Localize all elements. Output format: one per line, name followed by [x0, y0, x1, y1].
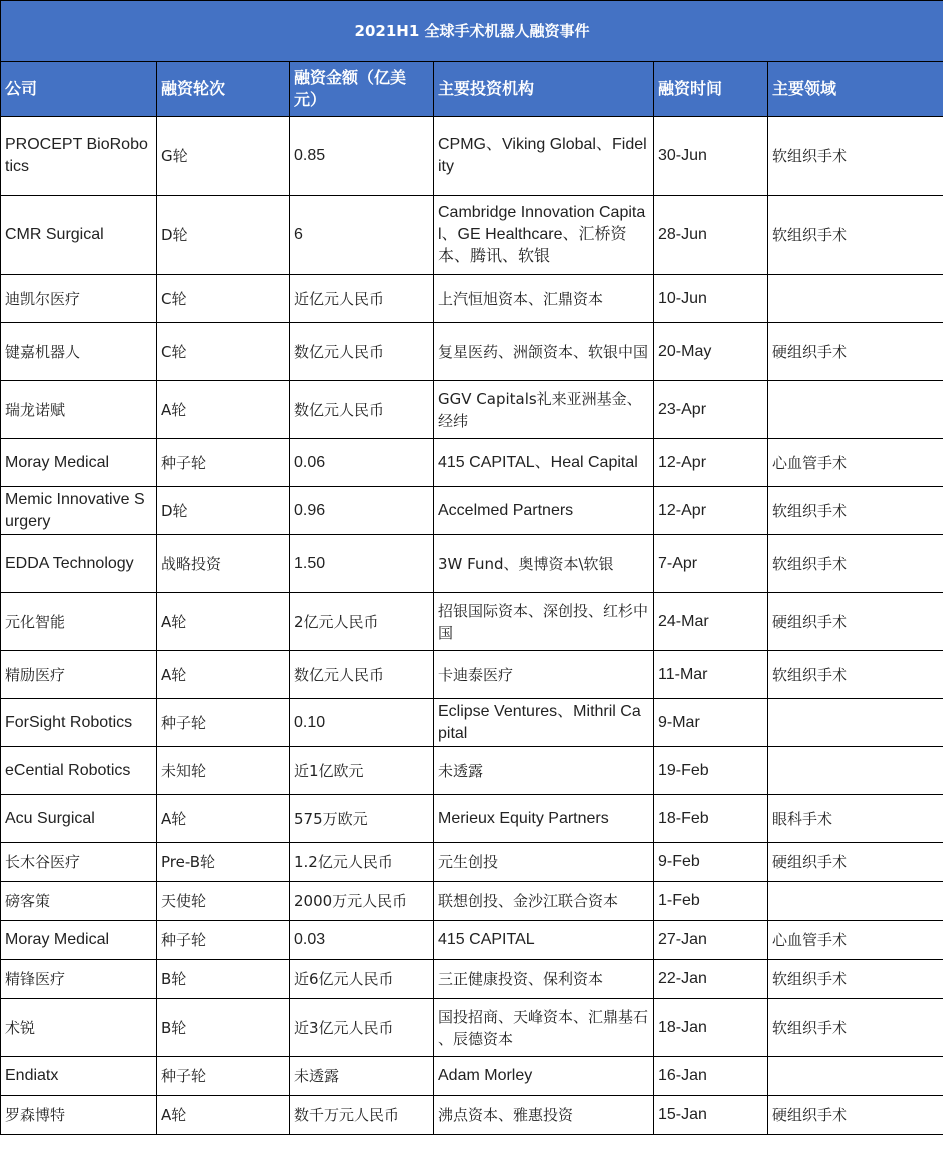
table-row [1, 843, 943, 882]
investors-cell: 三正健康投资、保利资本 [434, 960, 654, 999]
table-row [1, 196, 943, 275]
round-cell: D轮 [157, 196, 290, 275]
company-cell: 瑞龙诺赋 [1, 381, 157, 439]
field-cell: 眼科手术 [768, 795, 943, 843]
round-cell: 天使轮 [157, 882, 290, 921]
table-row [1, 1057, 943, 1096]
table-row [1, 1096, 943, 1135]
amount-cell: 2000万元人民币 [290, 882, 434, 921]
investors-cell: 国投招商、天峰资本、汇鼎基石 、辰德资本 [434, 999, 654, 1057]
company-cell: CMR Surgical [1, 196, 157, 275]
date-cell: 15-Jan [654, 1096, 768, 1135]
field-cell [768, 747, 943, 795]
company-cell: 磅客策 [1, 882, 157, 921]
title-row [1, 1, 943, 62]
table-row [1, 487, 943, 535]
investors-cell: Adam Morley [434, 1057, 654, 1096]
amount-cell: 1.2亿元人民币 [290, 843, 434, 882]
investors-cell: 沸点资本、雅惠投资 [434, 1096, 654, 1135]
amount-cell: 数千万元人民币 [290, 1096, 434, 1135]
date-cell: 18-Feb [654, 795, 768, 843]
investors-cell: 未透露 [434, 747, 654, 795]
investors-cell: Cambridge Innovation Capital、GE Healthcare、汇桥资本、腾讯、软银 [434, 196, 654, 275]
field-cell: 硬组织手术 [768, 593, 943, 651]
round-cell: 战略投资 [157, 535, 290, 593]
header-amount: 融资金额（亿美元） [290, 62, 434, 117]
date-cell: 12-Apr [654, 439, 768, 487]
date-cell: 1-Feb [654, 882, 768, 921]
field-cell: 硬组织手术 [768, 1096, 943, 1135]
field-cell [768, 275, 943, 323]
table-row [1, 439, 943, 487]
company-cell: eCential Robotics [1, 747, 157, 795]
investors-cell: 元生创投 [434, 843, 654, 882]
company-cell: Acu Surgical [1, 795, 157, 843]
amount-cell: 未透露 [290, 1057, 434, 1096]
header-company: 公司 [1, 62, 157, 117]
field-cell: 硬组织手术 [768, 323, 943, 381]
table-title: 2021H1 全球手术机器人融资事件 [1, 1, 943, 62]
company-cell: Endiatx [1, 1057, 157, 1096]
investors-cell: 复星医药、洲颌资本、软银中国 [434, 323, 654, 381]
round-cell: C轮 [157, 275, 290, 323]
date-cell: 27-Jan [654, 921, 768, 960]
date-cell: 11-Mar [654, 651, 768, 699]
header-date: 融资时间 [654, 62, 768, 117]
company-cell: 迪凯尔医疗 [1, 275, 157, 323]
company-cell: 罗森博特 [1, 1096, 157, 1135]
table-row [1, 699, 943, 747]
amount-cell: 数亿元人民币 [290, 651, 434, 699]
amount-cell: 0.03 [290, 921, 434, 960]
date-cell: 24-Mar [654, 593, 768, 651]
date-cell: 16-Jan [654, 1057, 768, 1096]
date-cell: 20-May [654, 323, 768, 381]
date-cell: 23-Apr [654, 381, 768, 439]
amount-cell: 近亿元人民币 [290, 275, 434, 323]
table-row [1, 747, 943, 795]
company-cell: Moray Medical [1, 921, 157, 960]
date-cell: 18-Jan [654, 999, 768, 1057]
investors-cell: Accelmed Partners [434, 487, 654, 535]
field-cell: 硬组织手术 [768, 843, 943, 882]
round-cell: 种子轮 [157, 439, 290, 487]
investors-cell: 招银国际资本、深创投、红杉中国 [434, 593, 654, 651]
header-investors: 主要投资机构 [434, 62, 654, 117]
amount-cell: 近6亿元人民币 [290, 960, 434, 999]
date-cell: 22-Jan [654, 960, 768, 999]
round-cell: A轮 [157, 795, 290, 843]
investors-cell: 联想创投、金沙江联合资本 [434, 882, 654, 921]
table-row [1, 323, 943, 381]
field-cell: 软组织手术 [768, 117, 943, 196]
table-row [1, 921, 943, 960]
company-cell: Moray Medical [1, 439, 157, 487]
table-row [1, 593, 943, 651]
round-cell: A轮 [157, 593, 290, 651]
round-cell: C轮 [157, 323, 290, 381]
date-cell: 9-Mar [654, 699, 768, 747]
investors-cell: Eclipse Ventures、Mithril Capital [434, 699, 654, 747]
table-row [1, 275, 943, 323]
date-cell: 7-Apr [654, 535, 768, 593]
date-cell: 12-Apr [654, 487, 768, 535]
round-cell: A轮 [157, 651, 290, 699]
round-cell: Pre-B轮 [157, 843, 290, 882]
table-row [1, 882, 943, 921]
round-cell: 种子轮 [157, 1057, 290, 1096]
field-cell: 软组织手术 [768, 487, 943, 535]
table-row [1, 651, 943, 699]
field-cell [768, 882, 943, 921]
amount-cell: 近1亿欧元 [290, 747, 434, 795]
table-row [1, 960, 943, 999]
round-cell: 种子轮 [157, 699, 290, 747]
amount-cell: 数亿元人民币 [290, 323, 434, 381]
header-row [1, 62, 943, 117]
amount-cell: 0.85 [290, 117, 434, 196]
amount-cell: 1.50 [290, 535, 434, 593]
table-row [1, 117, 943, 196]
company-cell: Memic Innovative Surgery [1, 487, 157, 535]
field-cell [768, 699, 943, 747]
field-cell [768, 381, 943, 439]
company-cell: 键嘉机器人 [1, 323, 157, 381]
amount-cell: 0.96 [290, 487, 434, 535]
round-cell: D轮 [157, 487, 290, 535]
amount-cell: 6 [290, 196, 434, 275]
date-cell: 30-Jun [654, 117, 768, 196]
field-cell: 软组织手术 [768, 535, 943, 593]
company-cell: 精锋医疗 [1, 960, 157, 999]
investors-cell: 卡迪泰医疗 [434, 651, 654, 699]
amount-cell: 0.06 [290, 439, 434, 487]
amount-cell: 2亿元人民币 [290, 593, 434, 651]
amount-cell: 575万欧元 [290, 795, 434, 843]
company-cell: EDDA Technology [1, 535, 157, 593]
date-cell: 19-Feb [654, 747, 768, 795]
investors-cell: 415 CAPITAL [434, 921, 654, 960]
round-cell: 种子轮 [157, 921, 290, 960]
company-cell: PROCEPT BioRobotics [1, 117, 157, 196]
field-cell: 软组织手术 [768, 651, 943, 699]
company-cell: 长木谷医疗 [1, 843, 157, 882]
field-cell: 软组织手术 [768, 960, 943, 999]
investors-cell: GGV Capitals礼来亚洲基金、经纬 [434, 381, 654, 439]
field-cell: 软组织手术 [768, 196, 943, 275]
round-cell: 未知轮 [157, 747, 290, 795]
investors-cell: Merieux Equity Partners [434, 795, 654, 843]
field-cell: 心血管手术 [768, 439, 943, 487]
company-cell: 元化智能 [1, 593, 157, 651]
table-row [1, 999, 943, 1057]
field-cell [768, 1057, 943, 1096]
company-cell: 精励医疗 [1, 651, 157, 699]
amount-cell: 0.10 [290, 699, 434, 747]
investors-cell: 上汽恒旭资本、汇鼎资本 [434, 275, 654, 323]
round-cell: A轮 [157, 1096, 290, 1135]
round-cell: A轮 [157, 381, 290, 439]
investors-cell: 3W Fund、奥博资本\软银 [434, 535, 654, 593]
date-cell: 10-Jun [654, 275, 768, 323]
company-cell: ForSight Robotics [1, 699, 157, 747]
amount-cell: 数亿元人民币 [290, 381, 434, 439]
round-cell: B轮 [157, 960, 290, 999]
table-row [1, 795, 943, 843]
amount-cell: 近3亿元人民币 [290, 999, 434, 1057]
date-cell: 28-Jun [654, 196, 768, 275]
round-cell: B轮 [157, 999, 290, 1057]
investors-cell: CPMG、Viking Global、Fidelity [434, 117, 654, 196]
field-cell: 心血管手术 [768, 921, 943, 960]
table-row [1, 381, 943, 439]
date-cell: 9-Feb [654, 843, 768, 882]
header-round: 融资轮次 [157, 62, 290, 117]
table-row [1, 535, 943, 593]
company-cell: 术锐 [1, 999, 157, 1057]
field-cell: 软组织手术 [768, 999, 943, 1057]
investors-cell: 415 CAPITAL、Heal Capital [434, 439, 654, 487]
header-field: 主要领域 [768, 62, 943, 117]
round-cell: G轮 [157, 117, 290, 196]
